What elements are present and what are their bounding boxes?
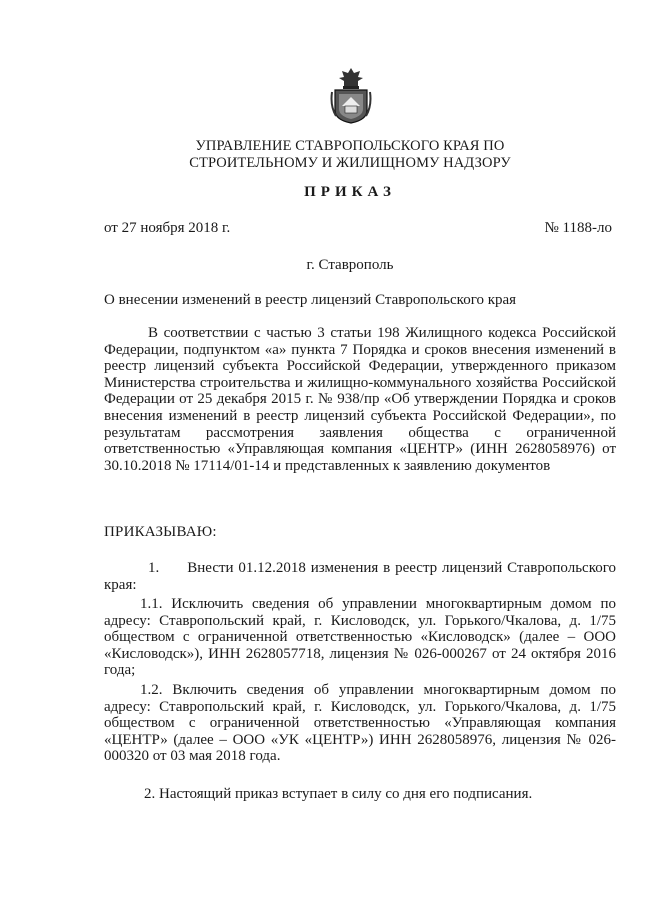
document-subject: О внесении изменений в реестр лицензий Ставропольского края — [104, 292, 517, 308]
document-date: от 27 ноября 2018 г. — [104, 220, 231, 236]
decree-word: ПРИКАЗЫВАЮ: — [104, 524, 217, 540]
item-1-1: 1.1. Исключить сведения об управлении многоквартирным домом по адресу: Ставропольский край, г. Кисловодск, ул. Горького/Чкалова, д. 1/75 обществом с ограниченной ответственностью «Кисловодск» (далее – ООО «Кисловодск»), ИНН 2628057718, лицензия № 026-000267 от 24 октября 2016 года; — [104, 596, 616, 679]
preamble-paragraph: В соответствии с частью 3 статьи 198 Жилищного кодекса Российской Федерации, подпунктом «а» пункта 7 Порядка и сроков внесения изменений в реестр лицензий субъекта Российской Федерации, утвержденного приказом Министерства строительства и жилищно-коммунального хозяйства Российской Федерации от 25 декабря 2015 г. № 938/пр «Об утверждении Порядка и сроков внесения изменений в реестр лицензий субъекта Российской Федерации», по результатам рассмотрения заявления общества с ограниченной ответственностью «Управляющая компания «ЦЕНТР» (ИНН 2628058976) от 30.10.2018 № 17114/01-14 и представленных к заявлению документов — [104, 325, 616, 474]
coat-of-arms-icon — [330, 66, 372, 124]
item-1 — [104, 560, 616, 593]
organization-name — [120, 138, 580, 172]
item-1-2: 1.2. Включить сведения об управлении многоквартирным домом по адресу: Ставропольский край, г. Кисловодск, ул. Горького/Чкалова, д. 1/75 обществом с ограниченной ответственностью «Управляющая компания «ЦЕНТР» (далее – ООО «УК «ЦЕНТР») ИНН 2628058976, лицензия № 026-000320 от 03 мая 2018 года. — [104, 682, 616, 765]
organization-line-2: СТРОИТЕЛЬНОМУ И ЖИЛИЩНОМУ НАДЗОРУ — [189, 155, 511, 171]
document-title: ПРИКАЗ — [304, 184, 396, 200]
item-1-number: 1. — [148, 560, 160, 576]
item-1-text: Внести 01.12.2018 изменения в реестр лицензий Ставропольского края: — [104, 560, 616, 593]
document-city: г. Ставрополь — [306, 257, 394, 273]
document-number: № 1188-ло — [544, 220, 612, 236]
organization-line-1: УПРАВЛЕНИЕ СТАВРОПОЛЬСКОГО КРАЯ ПО — [195, 138, 505, 154]
item-2: 2. Настоящий приказ вступает в силу со дня его подписания. — [144, 786, 533, 802]
